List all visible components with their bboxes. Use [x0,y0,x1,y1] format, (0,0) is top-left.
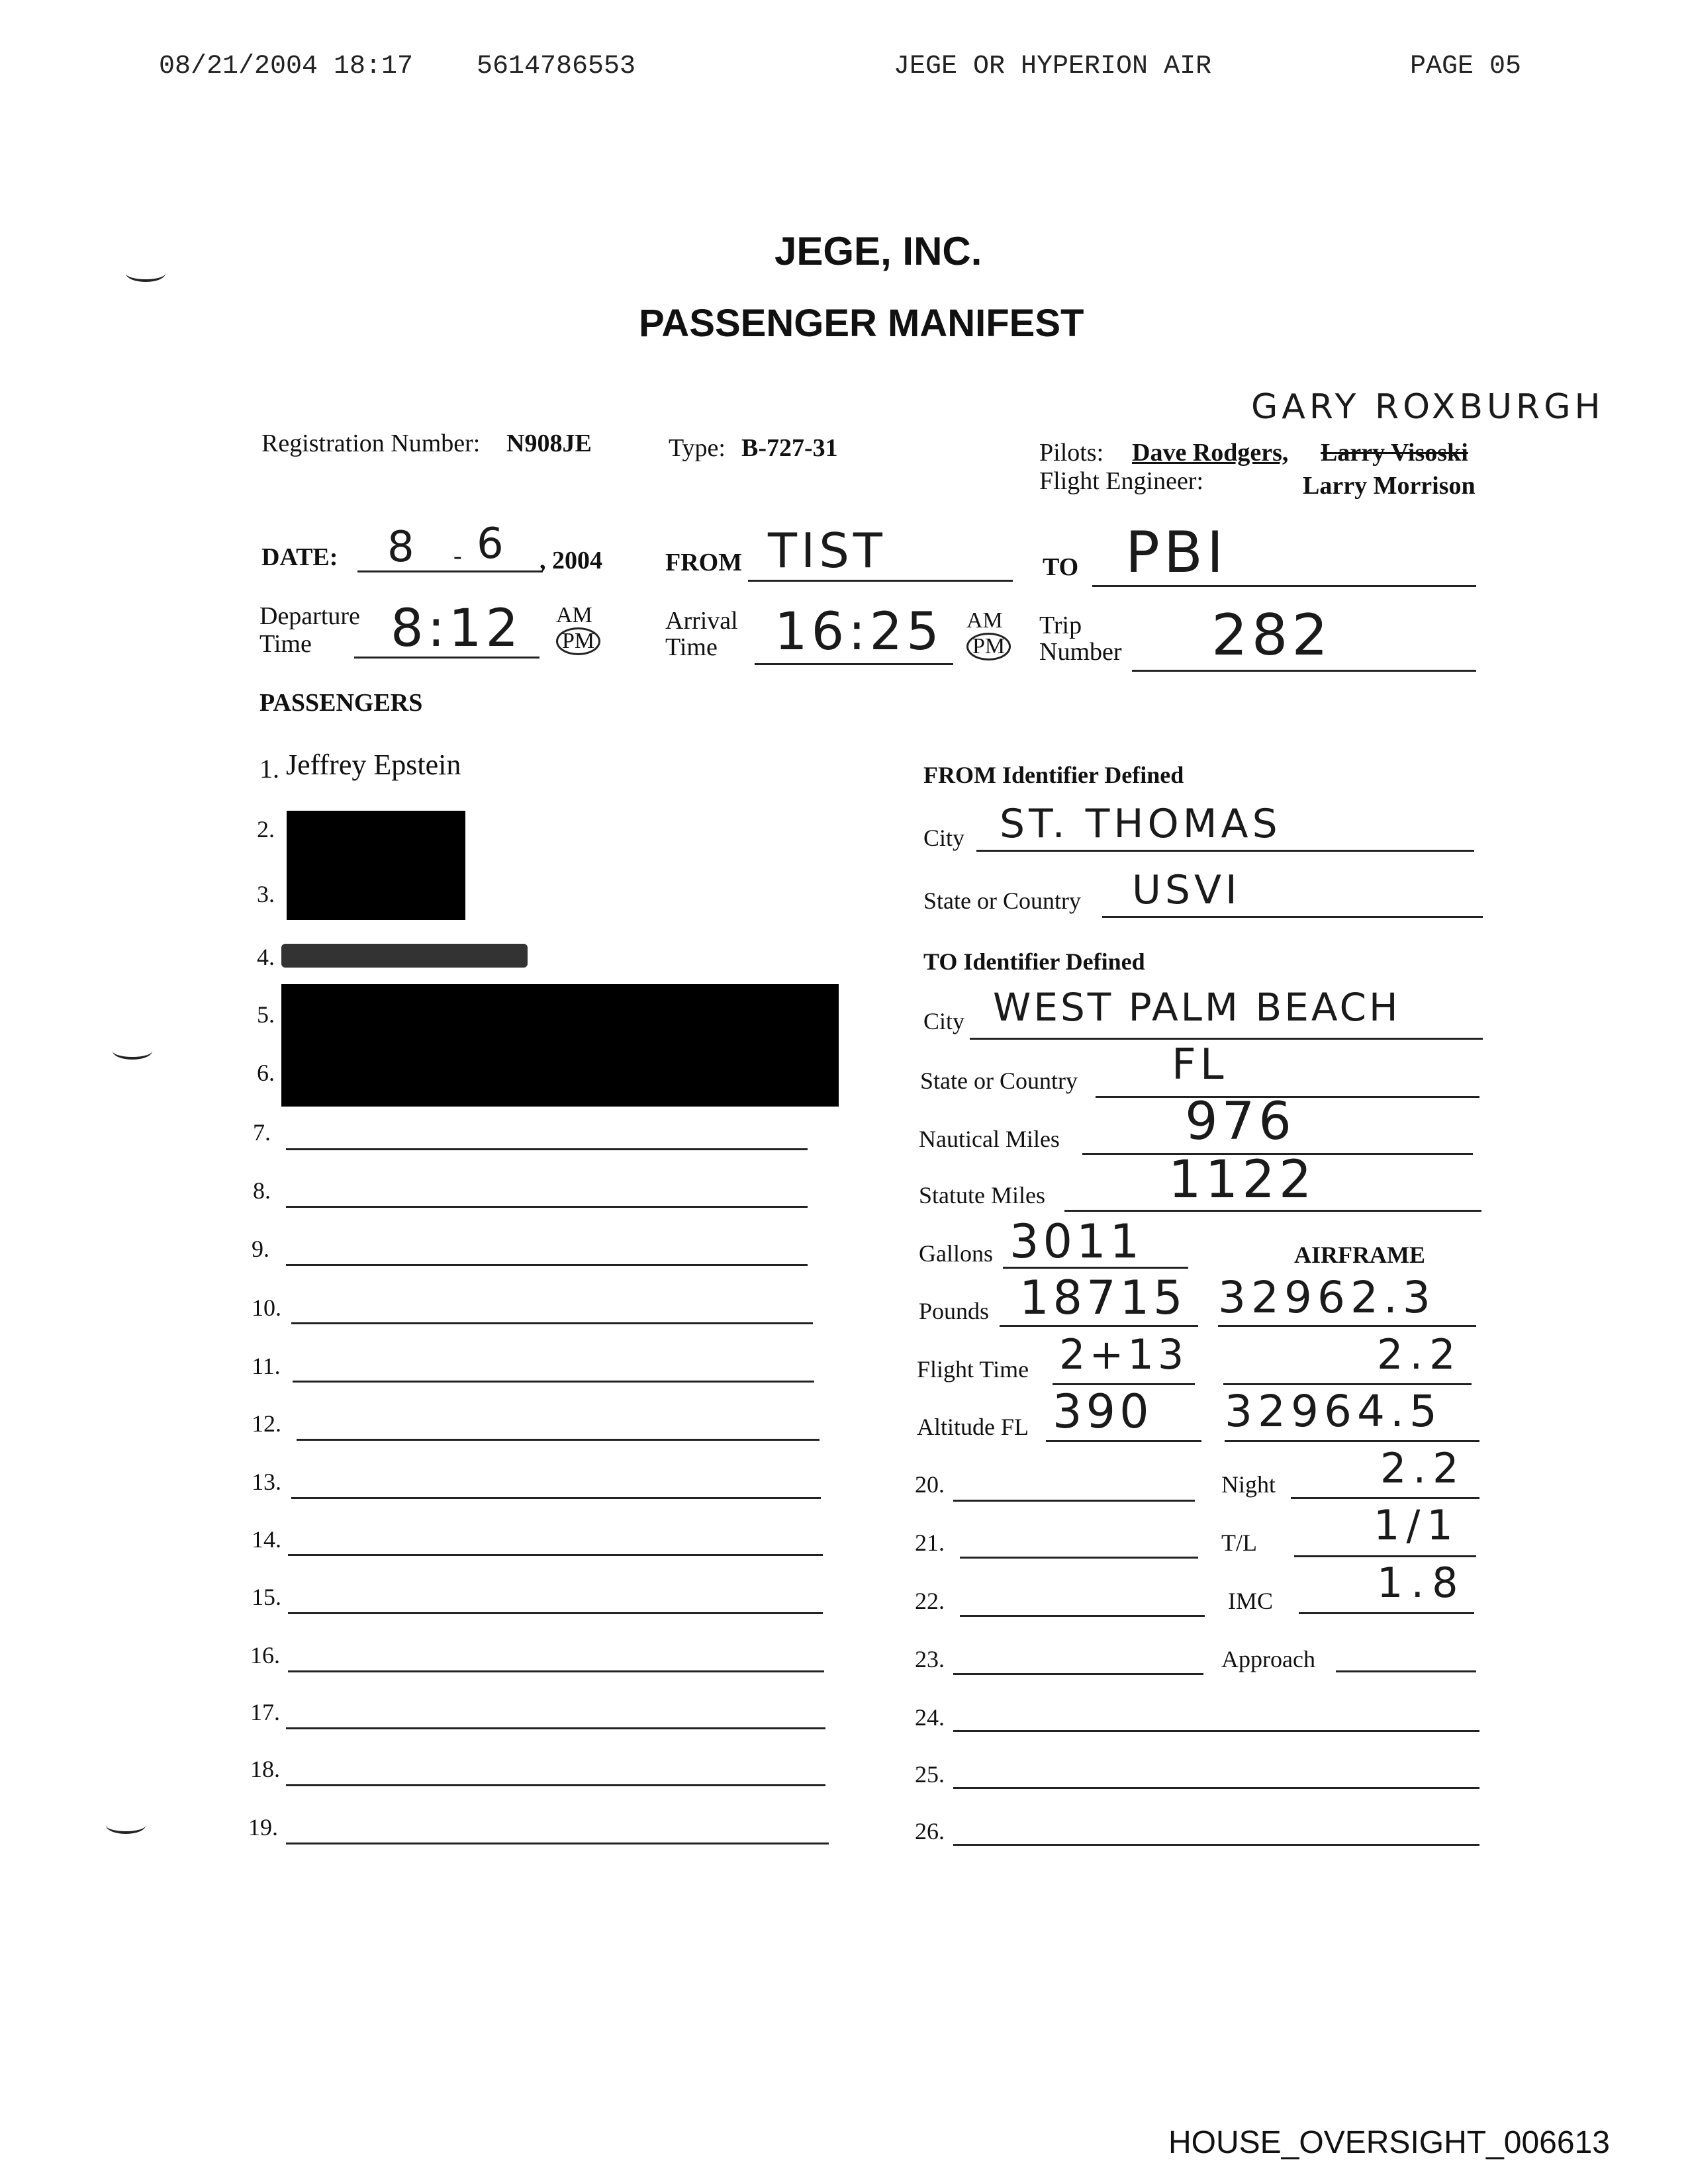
passenger-number: 13. [252,1469,281,1495]
type-label: Type: [669,434,726,462]
type-value: B-727-31 [741,434,838,462]
passenger-number: 5. [257,1001,275,1028]
trip-line [1132,670,1476,672]
passenger-number: 9. [252,1236,269,1262]
night-value: 2.2 [1380,1444,1466,1492]
passenger-number: 15. [252,1584,281,1610]
passenger-number: 8. [253,1177,271,1204]
to-city-label: City [923,1008,965,1034]
engineer-label: Flight Engineer: [1039,467,1204,495]
extra-row-line [953,1730,1479,1732]
extra-row-line [953,1500,1195,1502]
airframe-value-3: 32964.5 [1225,1386,1442,1437]
airframe-heading: AIRFRAME [1294,1242,1425,1268]
trip-number-value: 282 [1211,602,1333,668]
passenger-number: 1. [259,754,279,784]
passenger-number: 11. [252,1353,281,1379]
extra-row-number: 26. [915,1818,945,1844]
engineer-value: Larry Morrison [1303,472,1476,500]
arrival-am: AM [966,608,1003,633]
night-label: Night [1221,1471,1276,1498]
date-label: DATE: [261,543,338,571]
from-label: FROM [665,549,743,576]
date-dash: - [453,542,462,570]
imc-line [1299,1612,1474,1614]
passenger-number: 10. [252,1295,281,1321]
arrival-line [755,663,953,665]
altitude-label: Altitude FL [917,1414,1029,1440]
date-line [357,570,543,572]
flight-time-label: Flight Time [917,1356,1029,1383]
passenger-line [297,1439,820,1441]
airframe-line-3 [1225,1440,1479,1442]
arrival-ampm [966,609,1011,660]
fax-sender: JEGE OR HYPERION AIR [894,52,1212,81]
margin-mark [113,1042,152,1060]
gallons-line [1003,1267,1188,1269]
from-city-label: City [923,825,965,851]
extra-row-line [953,1844,1479,1846]
fax-page: PAGE 05 [1410,52,1522,81]
extra-row-number: 22. [915,1588,945,1614]
passenger-line [288,1612,823,1614]
trip-label-2: Number [1039,638,1122,666]
passenger-number: 19. [248,1814,278,1841]
arrival-label-2: Time [665,633,718,661]
extra-row-number: 23. [915,1646,945,1672]
redaction-smudge [281,944,528,968]
from-state-value: USVI [1132,867,1241,913]
passenger-line [286,1784,825,1786]
passenger-line [286,1264,808,1266]
extra-row-line [960,1557,1198,1559]
pounds-line [1000,1325,1198,1327]
to-city-value: WEST PALM BEACH [993,985,1401,1030]
passenger-line [293,1381,814,1383]
fax-phone: 5614786553 [477,52,636,81]
date-year: , 2004 [539,547,602,574]
flight-time-value: 2+13 [1059,1330,1188,1379]
form-title: PASSENGER MANIFEST [639,302,1084,345]
trip-label-1: Trip [1039,612,1082,639]
arrival-value: 16:25 [774,602,943,662]
arrival-pm-circled: PM [966,633,1011,660]
pounds-value: 18715 [1019,1271,1187,1325]
night-line [1291,1497,1479,1499]
passenger-number: 6. [257,1060,275,1086]
company-name: JEGE, INC. [774,229,982,273]
from-city-line [976,850,1474,852]
passenger-name: Jeffrey Epstein [286,749,461,781]
gallons-label: Gallons [919,1240,993,1267]
extra-row-line [953,1673,1203,1675]
approach-label: Approach [1221,1646,1315,1672]
from-line [748,580,1013,582]
passenger-line [286,1727,825,1729]
extra-row-line [953,1787,1479,1789]
departure-am: AM [556,603,592,627]
passenger-number: 2. [257,816,275,842]
departure-value: 8:12 [391,599,523,659]
passenger-number: 17. [250,1699,280,1725]
to-state-value: FL [1172,1040,1228,1089]
passenger-line [288,1554,823,1556]
passenger-number: 7. [253,1119,271,1146]
pounds-label: Pounds [919,1298,990,1324]
passenger-number: 16. [250,1642,280,1668]
extra-row-number: 24. [915,1704,945,1731]
passenger-number: 4. [257,944,275,970]
handwritten-pilot-name: GARY ROXBURGH [1251,387,1605,427]
passenger-line [291,1322,813,1324]
departure-label-2: Time [259,630,312,658]
fax-datetime: 08/21/2004 18:17 [159,52,414,81]
arrival-label [665,608,738,660]
departure-line [354,657,539,659]
gallons-value: 3011 [1009,1214,1144,1269]
extra-row-line [960,1615,1205,1617]
nautical-miles-label: Nautical Miles [919,1126,1060,1152]
margin-mark [106,1817,146,1834]
redaction-box [287,811,465,920]
extra-row-number: 21. [915,1529,945,1556]
airframe-line-1 [1218,1325,1476,1327]
nautical-miles-value: 976 [1185,1092,1295,1152]
passenger-line [286,1148,808,1150]
to-label: TO [1043,553,1079,581]
airframe-value-1: 32962.3 [1218,1272,1436,1323]
airframe-line-2 [1223,1383,1472,1385]
to-value: PBI [1125,520,1228,586]
registration-value: N908JE [506,430,592,457]
passenger-number: 12. [252,1410,281,1437]
date-month: 8 [387,523,418,572]
imc-value: 1.8 [1377,1559,1466,1607]
pilot-1: Dave Rodgers, [1132,439,1289,467]
to-identifier-heading: TO Identifier Defined [923,948,1145,975]
statute-miles-label: Statute Miles [919,1182,1045,1208]
passenger-line [286,1843,829,1844]
passenger-line [286,1206,808,1208]
passenger-number: 18. [250,1756,280,1782]
altitude-line [1046,1440,1201,1442]
document-id: HOUSE_OVERSIGHT_006613 [1168,2125,1610,2160]
departure-ampm [556,604,600,655]
statute-miles-value: 1122 [1168,1150,1316,1210]
approach-line [1336,1670,1476,1672]
passenger-line [288,1670,824,1672]
redaction-box [281,984,839,1107]
altitude-value: 390 [1053,1385,1153,1439]
extra-row-number: 25. [915,1761,945,1788]
registration-label: Registration Number: [261,430,481,457]
departure-pm-circled: PM [556,627,600,655]
date-day: 6 [477,520,508,569]
airframe-value-2: 2.2 [1377,1330,1462,1379]
from-city-value: ST. THOMAS [1000,801,1282,847]
arrival-label-1: Arrival [665,607,738,635]
passengers-heading: PASSENGERS [259,689,423,717]
from-state-label: State or Country [923,887,1081,914]
passenger-number: 14. [252,1526,281,1553]
passenger-line [291,1497,821,1499]
passenger-number: 3. [257,881,275,907]
imc-label: IMC [1228,1588,1274,1614]
from-identifier-heading: FROM Identifier Defined [923,762,1184,788]
statute-miles-line [1064,1210,1481,1212]
pilot-2-struck: Larry Visoski [1321,439,1468,467]
tl-label: T/L [1221,1529,1257,1556]
departure-label [259,602,360,658]
to-state-label: State or Country [920,1068,1078,1094]
extra-row-number: 20. [915,1471,945,1498]
trip-label [1039,612,1122,665]
to-line [1092,585,1476,587]
from-value: TIST [768,523,886,578]
tl-line [1294,1555,1476,1557]
tl-value: 1/1 [1374,1501,1460,1549]
from-state-line [1102,916,1483,918]
margin-mark [126,265,165,282]
pilots-label: Pilots: [1039,439,1104,467]
to-city-line [970,1038,1483,1040]
departure-label-1: Departure [259,602,360,630]
